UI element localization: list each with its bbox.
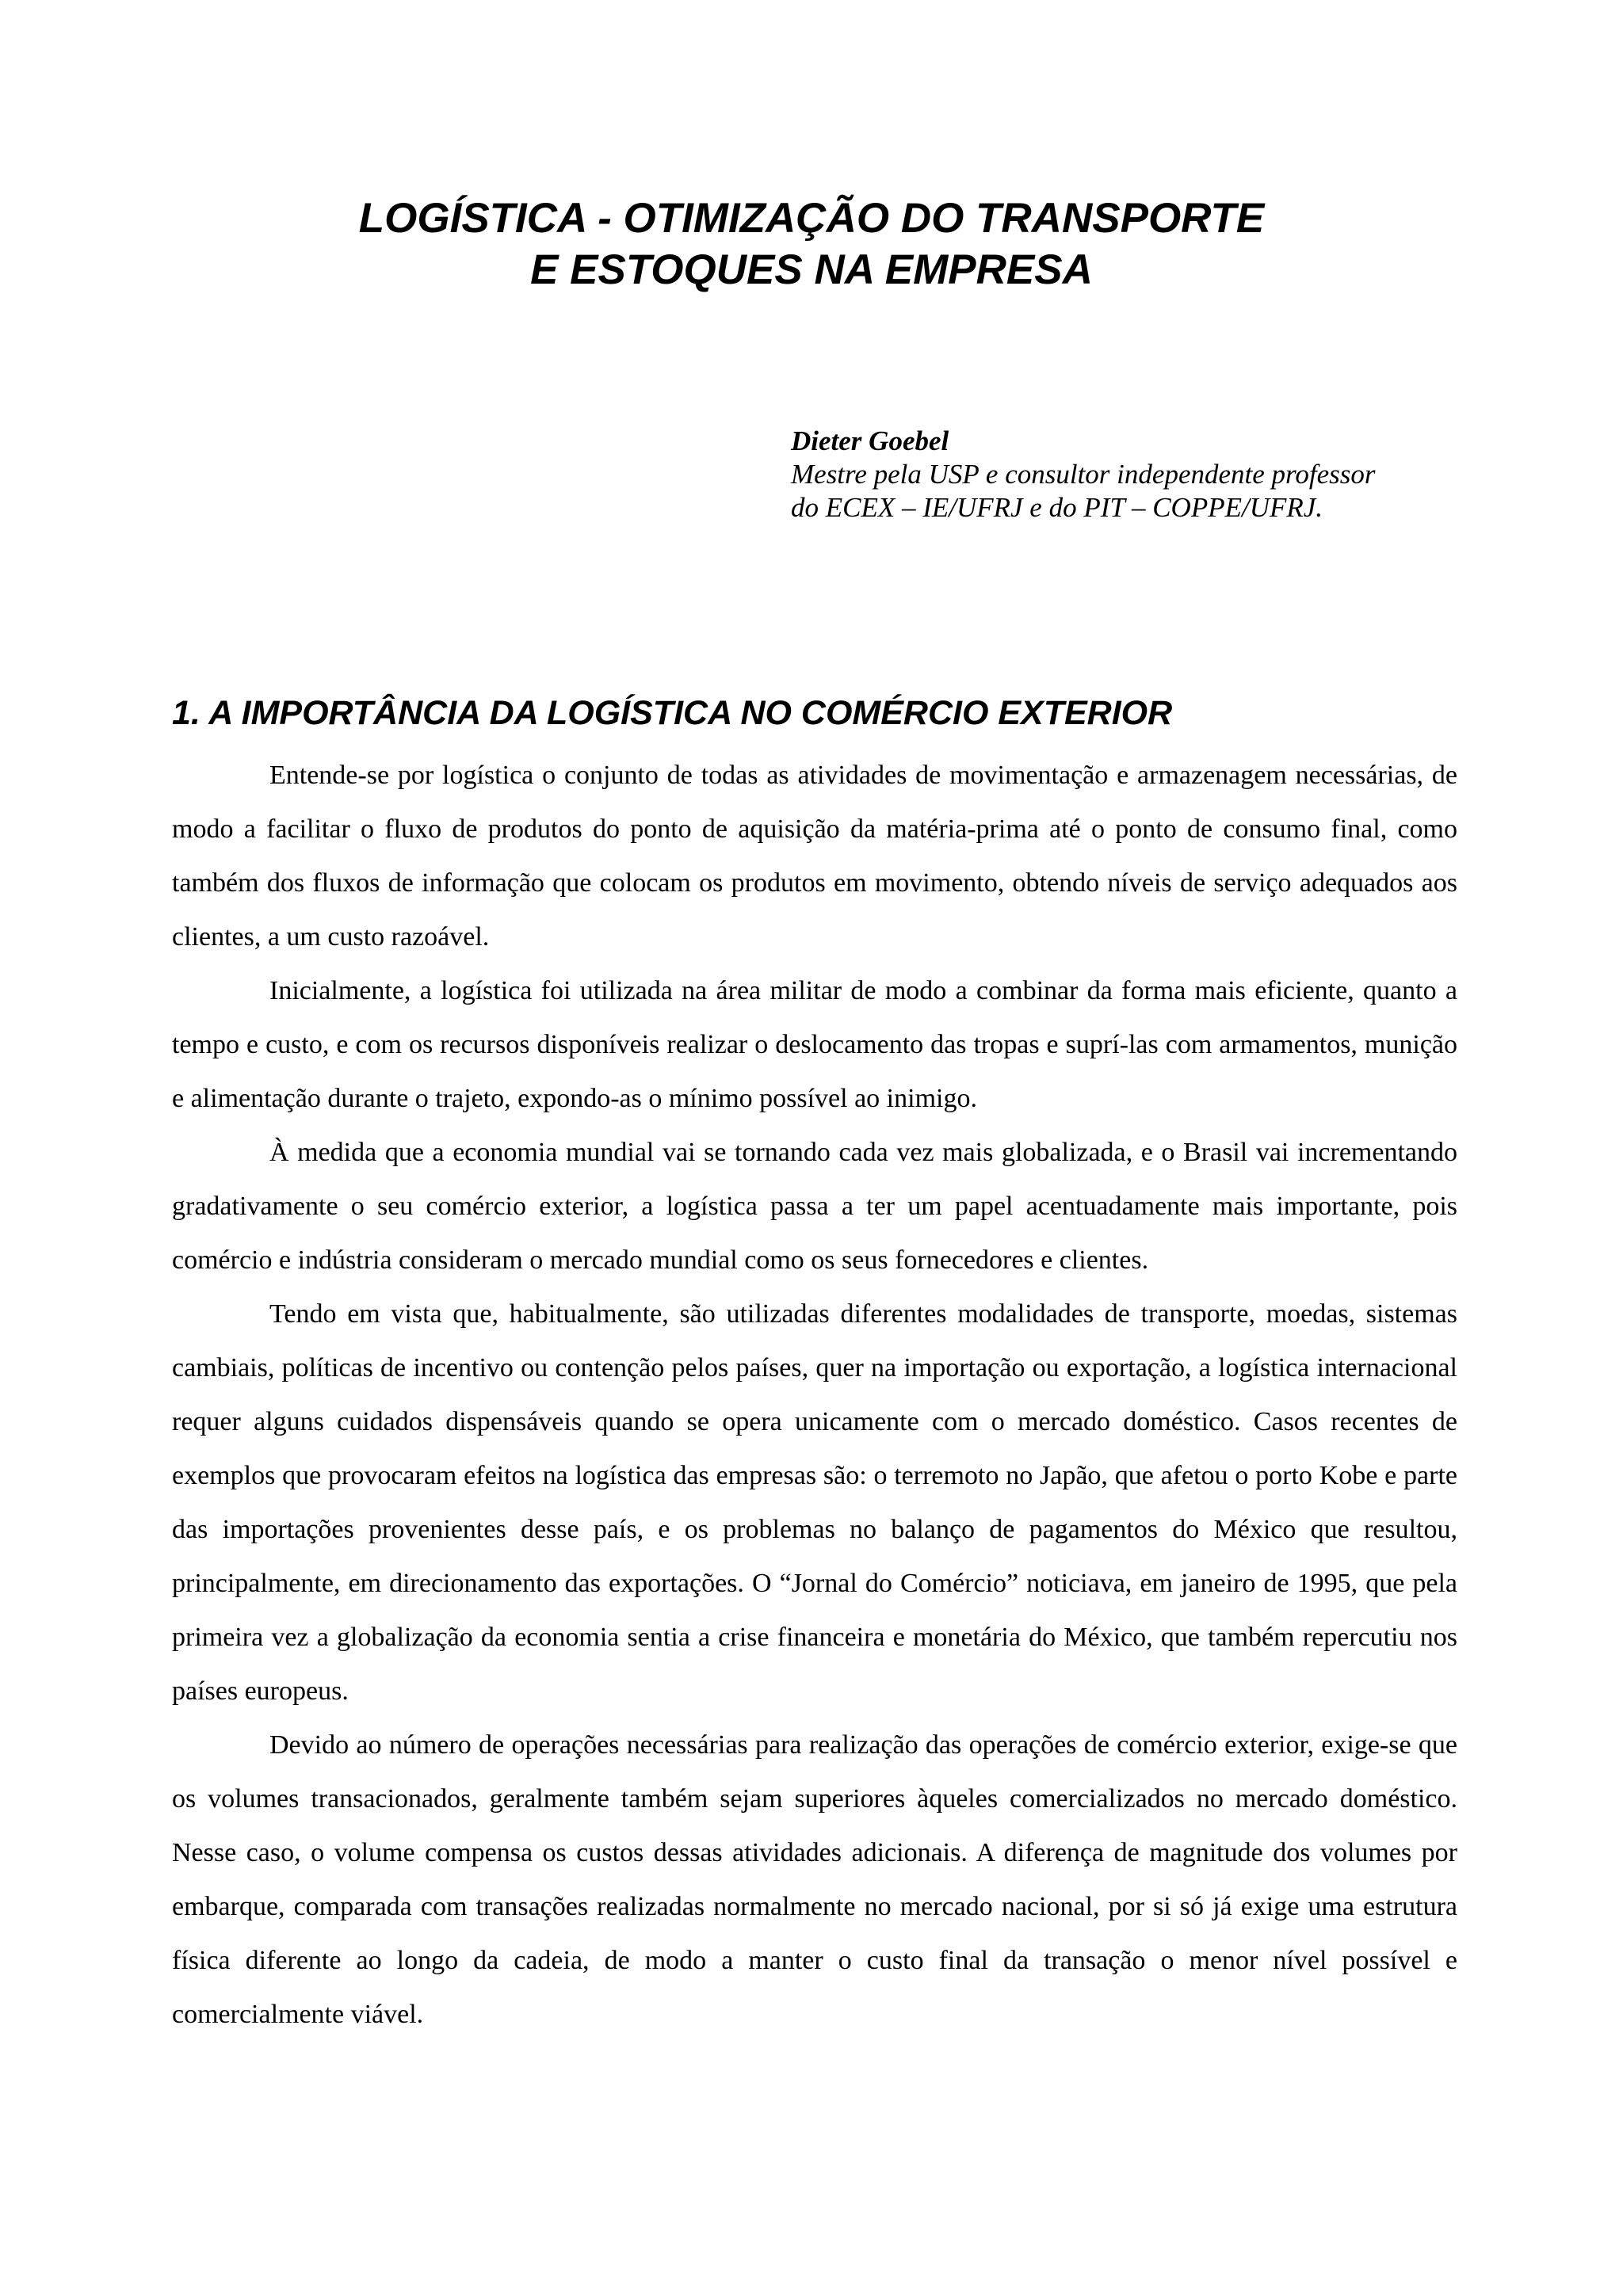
section-body (172, 749, 1457, 2042)
title-line-2: E ESTOQUES NA EMPRESA (530, 246, 1093, 293)
paragraph-1: Entende-se por logística o conjunto de todas as atividades de movimentação e armazenagem necessárias, de modo a facilitar o fluxo de produtos do ponto de aquisição da matéria-prima até o ponto de consumo final, como também dos fluxos de informação que colocam os produtos em movimento, obtendo níveis de serviço adequados aos clientes, a um custo razoável. (172, 761, 1457, 952)
paragraph-2: Inicialmente, a logística foi utilizada na área militar de modo a combinar da forma mais eficiente, quanto a tempo e custo, e com os recursos disponíveis realizar o deslocamento das tropas e suprí-las com armamentos, munição e alimentação durante o trajeto, expondo-as o mínimo possível ao inimigo. (172, 976, 1457, 1113)
author-name: Dieter Goebel (791, 425, 949, 456)
paragraph-3: À medida que a economia mundial vai se tornando cada vez mais globalizada, e o Brasil vai incrementando gradativamente o seu comércio exterior, a logística passa a ter um papel acentuadamente mais importante, pois comércio e indústria consideram o mercado mundial como os seus fornecedores e clientes. (172, 1138, 1457, 1275)
section-heading: 1. A IMPORTÂNCIA DA LOGÍSTICA NO COMÉRCIO EXTERIOR (172, 694, 1173, 732)
paragraph-4: Tendo em vista que, habitualmente, são utilizadas diferentes modalidades de transporte, moedas, sistemas cambiais, políticas de incentivo ou contenção pelos países, quer na importação ou exportação, a logística internacional requer alguns cuidados dispensáveis quando se opera unicamente com o mercado doméstico. Casos recentes de exemplos que provocaram efeitos na logística das empresas são: o terremoto no Japão, que afetou o porto Kobe e parte das importações provenientes desse país, e os problemas no balanço de pagamentos do México que resultou, principalmente, em direcionamento das exportações. O “Jornal do Comércio” noticiava, em janeiro de 1995, que pela primeira vez a globalização da economia sentia a crise financeira e monetária do México, que também repercutiu nos países europeus. (172, 1299, 1457, 1706)
author-affiliation-line-2: do ECEX – IE/UFRJ e do PIT – COPPE/UFRJ. (791, 492, 1323, 523)
paragraph-5: Devido ao número de operações necessárias para realização das operações de comércio exterior, exige-se que os volumes transacionados, geralmente também sejam superiores àqueles comercializados no mercado doméstico. Nesse caso, o volume compensa os custos dessas atividades adicionais. A diferença de magnitude dos volumes por embarque, comparada com transações realizadas normalmente no mercado nacional, por si só já exige uma estrutura física diferente ao longo da cadeia, de modo a manter o custo final da transação o menor nível possível e comercialmente viável. (172, 1730, 1457, 2029)
author-affiliation-line-1: Mestre pela USP e consultor independente professor (791, 459, 1376, 490)
title-line-1: LOGÍSTICA - OTIMIZAÇÃO DO TRANSPORTE (358, 195, 1265, 242)
author-block (791, 425, 1504, 524)
document-title (0, 193, 1623, 296)
